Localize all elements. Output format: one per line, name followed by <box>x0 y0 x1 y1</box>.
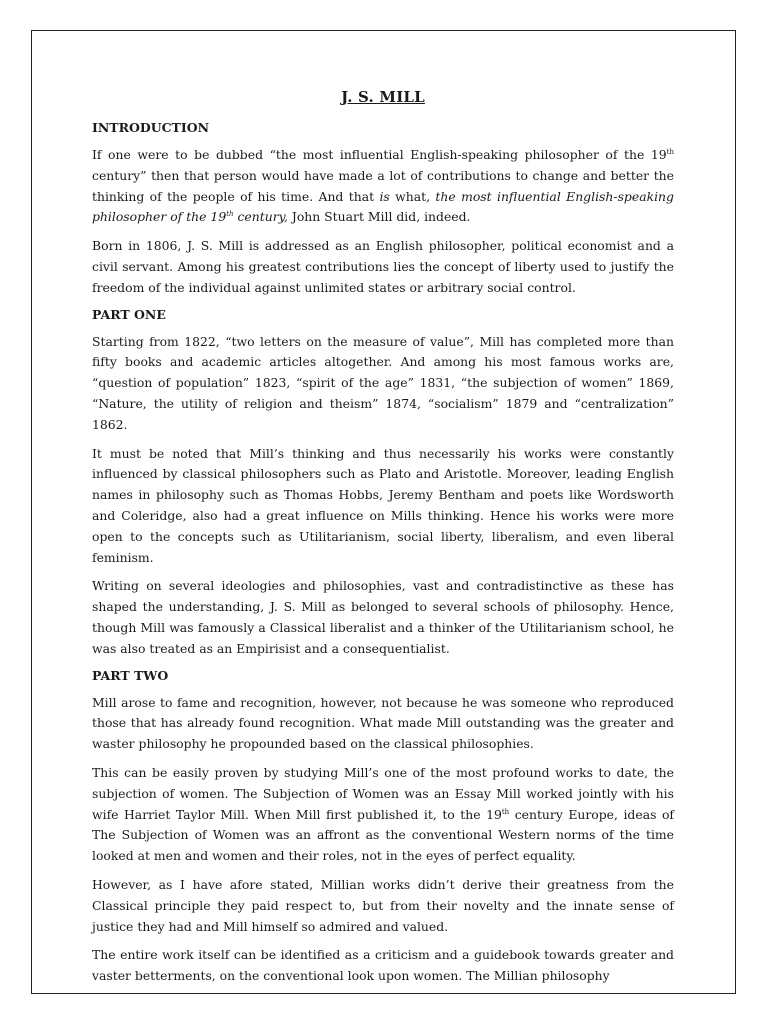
paragraph-part2-4: The entire work itself can be identified as a criticism and a guidebook towards greater and vaster betterments, on the conventional look upon women. The Millian philosophy <box>92 947 674 984</box>
document-body <box>92 88 674 995</box>
paragraph-part2-2: This can be easily proven by studying Mill’s one of the most profound works to date, the subjection of women. The Subjection of Women was an Essay Mill worked jointly with his wife Harriet Taylor Mill. When Mill first published it, to the 19th century Europe, ideas of The Subjection of Women was an affront as the conventional Western norms of the time looked at men and women and their roles, not in the eyes of perfect equality. <box>92 764 674 864</box>
paragraph-part1-1: Starting from 1822, “two letters on the measure of value”, Mill has completed more than fifty books and academic articles altogether. And among his most famous works are, “question of population” 1823, “spirit of the age” 1831, “the subjection of women” 1869, “Nature, the utility of religion and theism” 1874, “socialism” 1879 and “centralization” 1862. <box>92 333 674 432</box>
section-heading-part-two: PART TWO <box>92 667 169 683</box>
document-title: J. S. MILL <box>341 88 425 106</box>
paragraph-intro-1: If one were to be dubbed “the most influential English-speaking philosopher of the 19th century” then that person would have made a lot of contributions to change and better the thinking of the people of his time. And that is what, the most influential English-speaking philosopher of the 19th century, John Stuart Mill did, indeed. <box>92 147 674 225</box>
paragraph-intro-2: Born in 1806, J. S. Mill is addressed as an English philosopher, political economist and a civil servant. Among his greatest contributions lies the concept of liberty used to justify the freedom of the individual against unlimited states or arbitrary social control. <box>92 238 674 295</box>
paragraph-part2-3: However, as I have afore stated, Millian works didn’t derive their greatness from the Classical principle they paid respect to, but from their novelty and the innate sense of justice they had and Mill himself so admired and valued. <box>92 876 674 934</box>
paragraph-part1-2: It must be noted that Mill’s thinking and thus necessarily his works were constantly influenced by classical philosophers such as Plato and Aristotle. Moreover, leading English names in philosophy such as Thomas Hobbs, Jeremy Bentham and poets like Wordsworth and Coleridge, also had a great influence on Mills thinking. Hence his works were more open to the concepts such as Utilitarianism, social liberty, liberalism, and even liberal feminism. <box>92 445 674 565</box>
paragraph-part2-1: Mill arose to fame and recognition, however, not because he was someone who reproduced those that has already found recognition. What made Mill outstanding was the greater and waster philosophy he propounded based on the classical philosophies. <box>92 694 674 752</box>
section-heading-introduction: INTRODUCTION <box>92 120 210 135</box>
paragraph-part1-3: Writing on several ideologies and philosophies, vast and contradistinctive as these has shaped the understanding, J. S. Mill as belonged to several schools of philosophy. Hence, though Mill was famously a Classical liberalist and a thinker of the Utilitarianism school, he was also treated as an Empirisist and a consequentialist. <box>92 578 674 656</box>
section-heading-part-one: PART ONE <box>92 306 166 322</box>
